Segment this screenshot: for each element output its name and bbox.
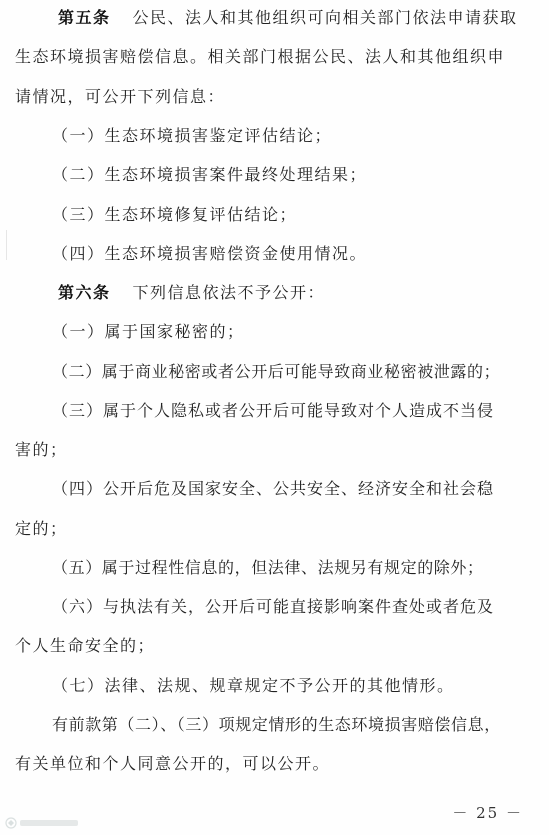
article6-item-1: （一）属于国家秘密的； [52, 322, 245, 341]
article5-item-3: （三）生态环境修复评估结论； [52, 205, 298, 224]
scan-margin-mark [6, 230, 7, 260]
article6-item-5: （五）属于过程性信息的，但法律、法规另有规定的除外； [52, 558, 484, 577]
article5-item-2: （二）生态环境损害案件最终处理结果； [52, 165, 368, 184]
article6-item-7: （七）法律、法规、规章规定不予公开的其他情形。 [52, 676, 455, 695]
article6-item-4-cont: 定的； [15, 519, 68, 538]
article5-line2: 生态环境损害赔偿信息。相关部门根据公民、法人和其他组织申 [15, 47, 506, 66]
article6-heading: 第六条 [58, 283, 111, 302]
watermark-logo-icon [4, 815, 84, 831]
article5-line1-text: 公民、法人和其他组织可向相关部门依法申请获取 [132, 8, 518, 27]
article6-line1 [58, 282, 325, 304]
article5-line1 [58, 7, 518, 29]
article5-heading: 第五条 [58, 8, 111, 27]
article6-item-4: （四）公开后危及国家安全、公共安全、经济安全和社会稳 [52, 479, 495, 498]
article6-item-3-cont: 害的； [15, 440, 68, 459]
article5-line3: 请情况，可公开下列信息： [15, 87, 226, 106]
page-number: － 25 － [452, 804, 523, 822]
article6-item-3: （三）属于个人隐私或者公开后可能导致对个人造成不当侵 [52, 401, 495, 420]
article5-item-4: （四）生态环境损害赔偿资金使用情况。 [52, 244, 368, 263]
article5-item-1: （一）生态环境损害鉴定评估结论； [52, 126, 333, 145]
article6-closing-line1: 有前款第（二）、（三）项规定情形的生态环境损害赔偿信息， [52, 715, 501, 734]
article6-item-6-cont: 个人生命安全的； [15, 636, 156, 655]
article6-item-6: （六）与执法有关，公开后可能直接影响案件查处或者危及 [52, 597, 495, 616]
article6-item-2: （二）属于商业秘密或者公开后可能导致商业秘密被泄露的； [52, 362, 501, 381]
article6-line1-text: 下列信息依法不予公开： [132, 283, 326, 302]
article6-closing-line2: 有关单位和个人同意公开的，可以公开。 [15, 754, 331, 773]
